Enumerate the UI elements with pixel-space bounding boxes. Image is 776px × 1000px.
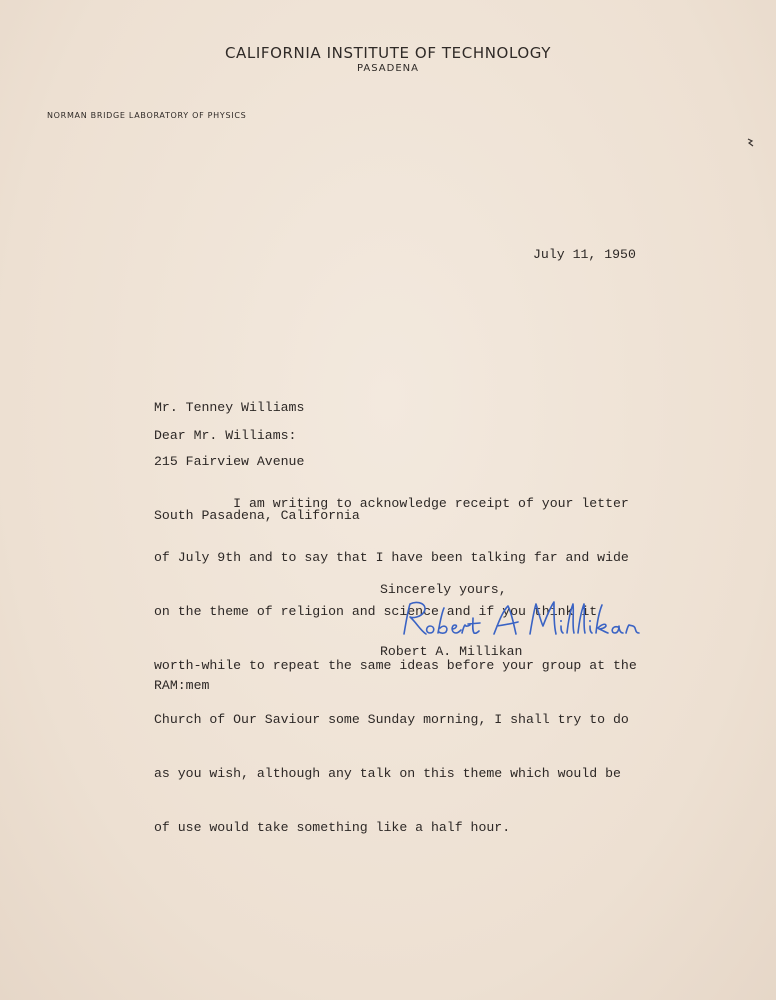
letterhead-institution: CALIFORNIA INSTITUTE OF TECHNOLOGY bbox=[224, 44, 552, 62]
handwritten-signature bbox=[396, 596, 646, 644]
recipient-city: South Pasadena, California bbox=[154, 508, 360, 523]
body-line: of use would take something like a half hour. bbox=[154, 820, 511, 835]
typed-signature-name: Robert A. Millikan bbox=[380, 644, 523, 659]
salutation: Dear Mr. Williams: bbox=[154, 428, 297, 443]
recipient-street: 215 Fairview Avenue bbox=[154, 454, 305, 469]
body-line: worth-while to repeat the same ideas before your group at the bbox=[154, 658, 637, 673]
letterhead-laboratory: NORMAN BRIDGE LABORATORY OF PHYSICS bbox=[47, 111, 247, 120]
body-line: on the theme of religion and science and if you think it bbox=[154, 604, 598, 619]
body-line: Church of Our Saviour some Sunday morning, I shall try to do bbox=[154, 712, 629, 727]
body-line: of July 9th and to say that I have been talking far and wide bbox=[154, 550, 629, 565]
recipient-name: Mr. Tenney Williams bbox=[154, 400, 305, 415]
paper-mark-icon bbox=[747, 138, 754, 147]
letterhead-city: PASADENA bbox=[357, 63, 419, 74]
body-line: I am writing to acknowledge receipt of your letter bbox=[154, 496, 629, 511]
closing: Sincerely yours, bbox=[380, 582, 507, 597]
reference-initials: RAM:mem bbox=[154, 678, 210, 693]
body-line: as you wish, although any talk on this theme which would be bbox=[154, 766, 621, 781]
letter-body bbox=[154, 459, 637, 873]
letter-date: July 11, 1950 bbox=[533, 247, 636, 262]
